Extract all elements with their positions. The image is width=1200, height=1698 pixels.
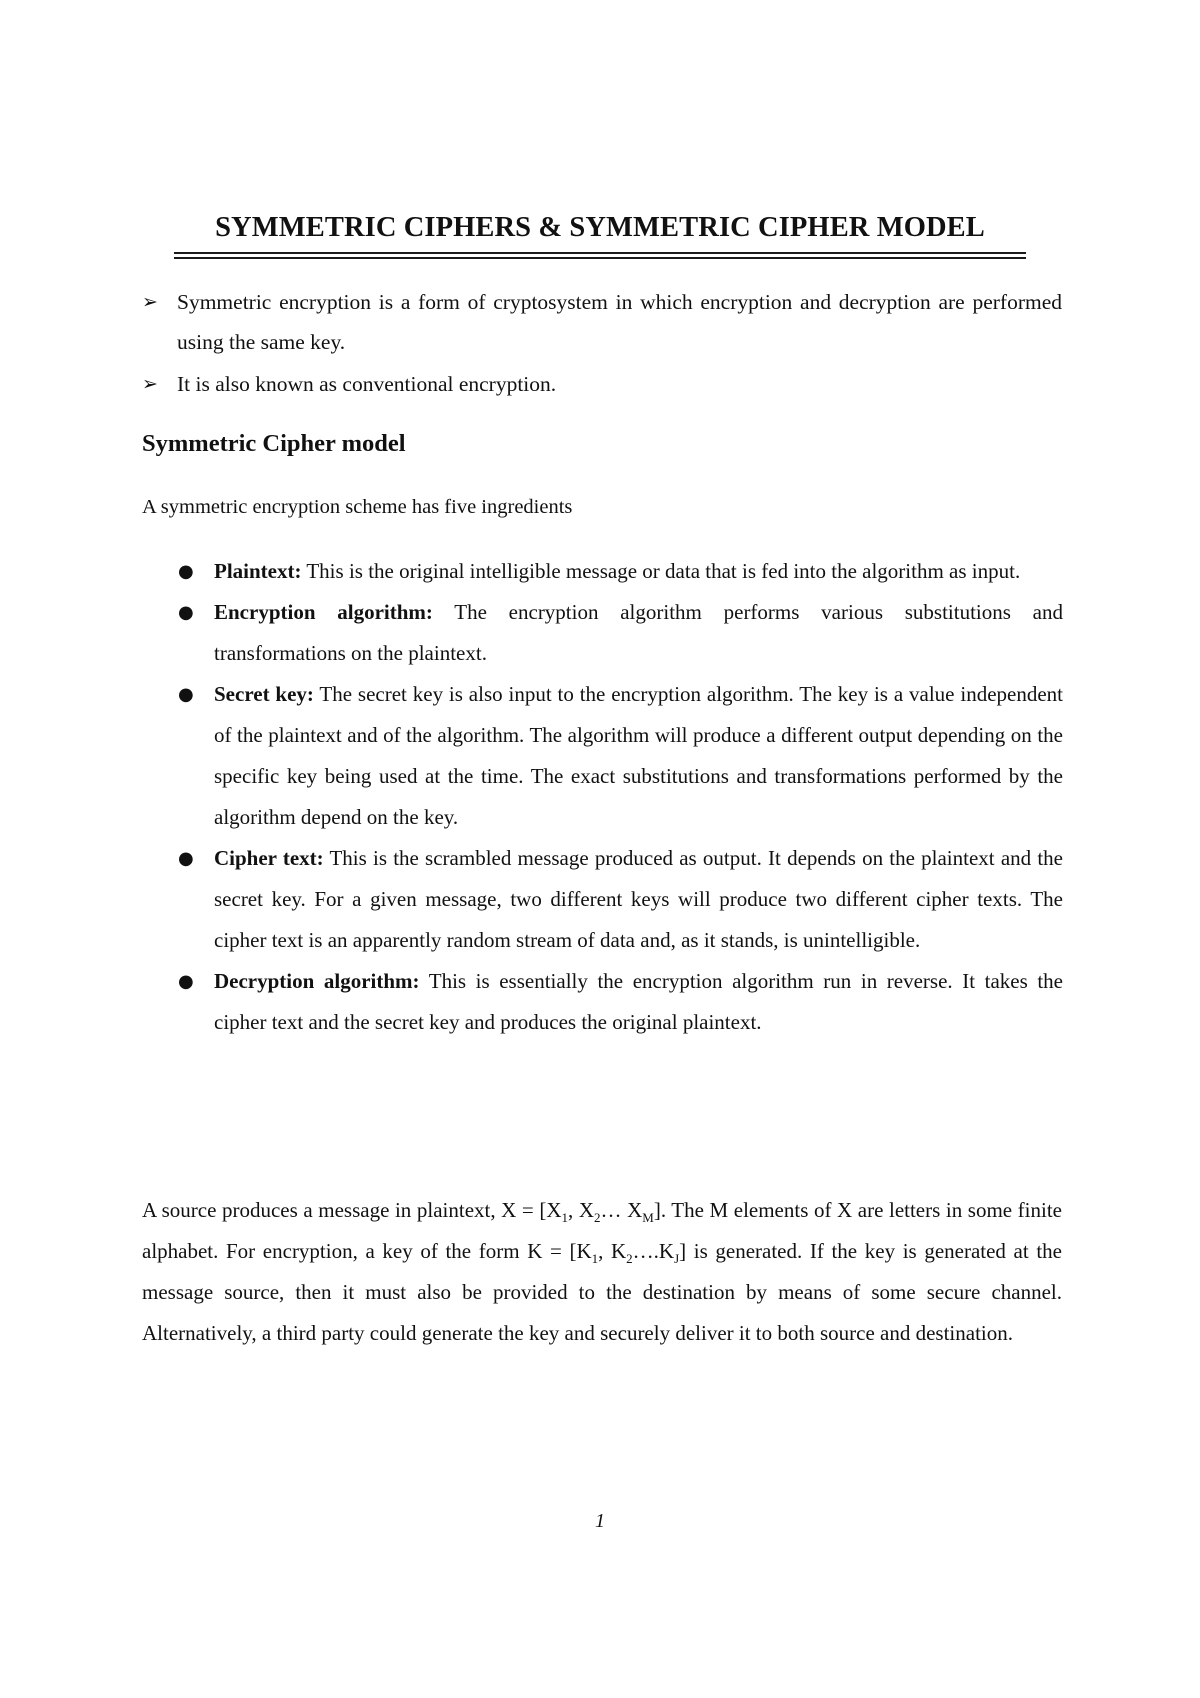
list-item xyxy=(178,838,1063,961)
ingredient-description: This is the original intelligible message or data that is fed into the algorithm as input. xyxy=(306,559,1021,583)
ingredient-description: This is essentially the encryption algorithm run in reverse. It takes the cipher text and the secret key and produces the original plaintext. xyxy=(214,969,1063,1034)
intro-point-text: It is also known as conventional encryption. xyxy=(177,372,557,396)
intro-point-text: Symmetric encryption is a form of cryptosystem in which encryption and decryption are performed using the same key. xyxy=(177,290,1062,354)
bullet-icon: ● xyxy=(178,561,194,582)
paragraph-text: ] is generated. If the key is generated at the message source, then it must also be provided to the destination by means of some secure channel. Alternatively, a third party could generate the key and securely deliver it to both source and destination. xyxy=(142,1239,1062,1345)
title-underline-top xyxy=(174,252,1026,254)
ingredients-list xyxy=(178,551,1063,1043)
ingredient-term: Plaintext: xyxy=(214,559,302,583)
paragraph-text: ….K xyxy=(632,1239,675,1263)
ingredient-description: This is the scrambled message produced as output. It depends on the plaintext and the secret key. For a given message, two different keys will produce two different cipher texts. The cipher text is an apparently random stream of data and, as it stands, is unintelligible. xyxy=(214,846,1064,952)
paragraph-text: ]. The M elements of X are letters in some finite alphabet. For encryption, a key of the form K = [K xyxy=(142,1198,1063,1263)
subscript: J xyxy=(674,1251,680,1267)
paragraph-text: , X xyxy=(568,1198,595,1222)
intro-point xyxy=(142,282,1062,362)
ingredient-term: Secret key: xyxy=(214,682,314,706)
page-title: SYMMETRIC CIPHERS & SYMMETRIC CIPHER MODEL xyxy=(215,212,985,243)
section-heading: Symmetric Cipher model xyxy=(142,430,406,457)
arrow-bullet-icon: ➢ xyxy=(142,291,158,313)
subscript: 2 xyxy=(626,1251,633,1267)
subscript: 1 xyxy=(591,1251,599,1267)
ingredient-term: Decryption algorithm: xyxy=(214,969,420,993)
source-paragraph xyxy=(142,1190,1062,1354)
intro-point xyxy=(142,364,1062,404)
bullet-icon: ● xyxy=(178,684,194,705)
subscript: 2 xyxy=(594,1210,601,1226)
paragraph-text: A source produces a message in plaintext, X = [X xyxy=(142,1198,562,1222)
bullet-icon: ● xyxy=(178,848,194,869)
arrow-bullet-icon: ➢ xyxy=(142,373,158,395)
subscript: 1 xyxy=(561,1210,569,1226)
section-intro: A symmetric encryption scheme has five ingredients xyxy=(142,496,573,518)
subscript: M xyxy=(642,1210,654,1226)
bullet-icon: ● xyxy=(178,971,194,992)
ingredient-term: Cipher text: xyxy=(214,846,324,870)
page-number: 1 xyxy=(595,1510,605,1532)
list-item xyxy=(178,961,1063,1043)
list-item xyxy=(178,551,1063,592)
bullet-icon: ● xyxy=(178,602,194,623)
title-underline-bottom xyxy=(174,257,1026,259)
ingredient-term: Encryption algorithm: xyxy=(214,600,433,624)
ingredient-description: The secret key is also input to the encryption algorithm. The key is a value independent of the plaintext and of the algorithm. The algorithm will produce a different output depending on the specific key being used at the time. The exact substitutions and transformations performed by the algorithm depend on the key. xyxy=(214,682,1063,829)
paragraph-text: , K xyxy=(598,1239,627,1263)
list-item xyxy=(178,592,1063,674)
paragraph-text: … X xyxy=(600,1198,643,1222)
list-item xyxy=(178,674,1063,838)
ingredient-description: The encryption algorithm performs various substitutions and transformations on the plaintext. xyxy=(214,600,1063,665)
